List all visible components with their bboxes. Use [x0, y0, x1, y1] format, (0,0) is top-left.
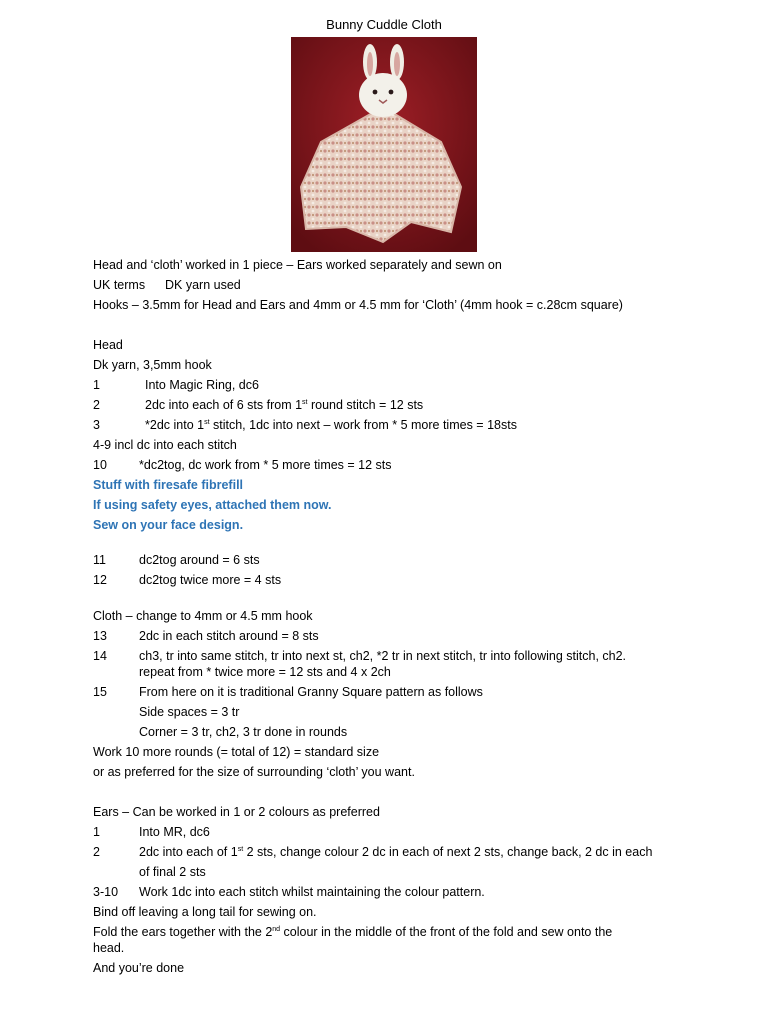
- round-instruction: Into MR, dc6: [139, 825, 210, 839]
- intro-line: Head and ‘cloth’ worked in 1 piece – Ears worked separately and sewn on: [93, 258, 502, 272]
- fold-note: Fold the ears together with the 2nd colour in the middle of the front of the fold and sew onto the: [93, 925, 613, 939]
- round-instruction: 2dc into each of 1st 2 sts, change colour 2 dc in each of next 2 sts, change back, 2 dc in each: [139, 845, 653, 859]
- round-number: 2: [93, 845, 100, 859]
- round-number: 15: [93, 685, 107, 699]
- uk-terms: UK terms: [93, 278, 146, 292]
- round-instruction: 4-9 incl dc into each stitch: [93, 438, 237, 452]
- corner-spec: Corner = 3 tr, ch2, 3 tr done in rounds: [139, 725, 348, 739]
- closing-line: And you’re done: [93, 961, 185, 975]
- round-instruction: dc2tog twice more = 4 sts: [139, 573, 282, 587]
- round-number: 13: [93, 629, 107, 643]
- cloth-heading: Cloth – change to 4mm or 4.5 mm hook: [93, 609, 313, 623]
- round-number: 3: [93, 418, 100, 432]
- hooks-line: Hooks – 3.5mm for Head and Ears and 4mm or 4.5 mm for ‘Cloth’ (4mm hook = c.28cm square): [93, 298, 623, 312]
- round-number: 1: [93, 378, 100, 392]
- page-title: Bunny Cuddle Cloth: [326, 17, 442, 32]
- round-instruction: 2dc in each stitch around = 8 sts: [139, 629, 319, 643]
- round-number: 10: [93, 458, 107, 472]
- round-number: 12: [93, 573, 107, 587]
- round-instruction: ch3, tr into same stitch, tr into next st, ch2, *2 tr in next stitch, tr into following stitch, ch2.: [139, 649, 627, 663]
- round-number: 1: [93, 825, 100, 839]
- round-instruction: dc2tog around = 6 sts: [139, 553, 260, 567]
- head-heading: Head: [93, 338, 123, 352]
- ears-heading: Ears – Can be worked in 1 or 2 colours as preferred: [93, 805, 380, 819]
- round-instruction: of final 2 sts: [139, 865, 206, 879]
- bunny-photo: [291, 37, 477, 252]
- round-number: 2: [93, 398, 100, 412]
- rounds-note: Work 10 more rounds (= total of 12) = standard size: [93, 745, 380, 759]
- round-instruction: Into Magic Ring, dc6: [145, 378, 259, 392]
- round-instruction: *dc2tog, dc work from * 5 more times = 12 sts: [139, 458, 392, 472]
- safety-eyes-note: If using safety eyes, attached them now.: [93, 498, 332, 512]
- round-instruction: 2dc into each of 6 sts from 1st round stitch = 12 sts: [145, 398, 424, 412]
- round-instruction: From here on it is traditional Granny Square pattern as follows: [139, 685, 483, 699]
- round-number: 11: [93, 553, 106, 567]
- stuffing-note: Stuff with firesafe fibrefill: [93, 478, 244, 492]
- bind-off-note: Bind off leaving a long tail for sewing on.: [93, 905, 317, 919]
- head-yarn: Dk yarn, 3,5mm hook: [93, 358, 212, 372]
- face-design-note: Sew on your face design.: [93, 518, 244, 532]
- fold-note-continued: head.: [93, 941, 125, 955]
- round-instruction: *2dc into 1st stitch, 1dc into next – work from * 5 more times = 18sts: [145, 418, 517, 432]
- round-number: 14: [93, 649, 107, 663]
- round-instruction: Work 1dc into each stitch whilst maintaining the colour pattern.: [139, 885, 485, 899]
- side-spaces: Side spaces = 3 tr: [139, 705, 240, 719]
- yarn-used: DK yarn used: [165, 278, 241, 292]
- round-instruction: repeat from * twice more = 12 sts and 4 x 2ch: [139, 665, 391, 679]
- round-number: 3-10: [93, 885, 119, 899]
- size-note: or as preferred for the size of surrounding ‘cloth’ you want.: [93, 765, 415, 779]
